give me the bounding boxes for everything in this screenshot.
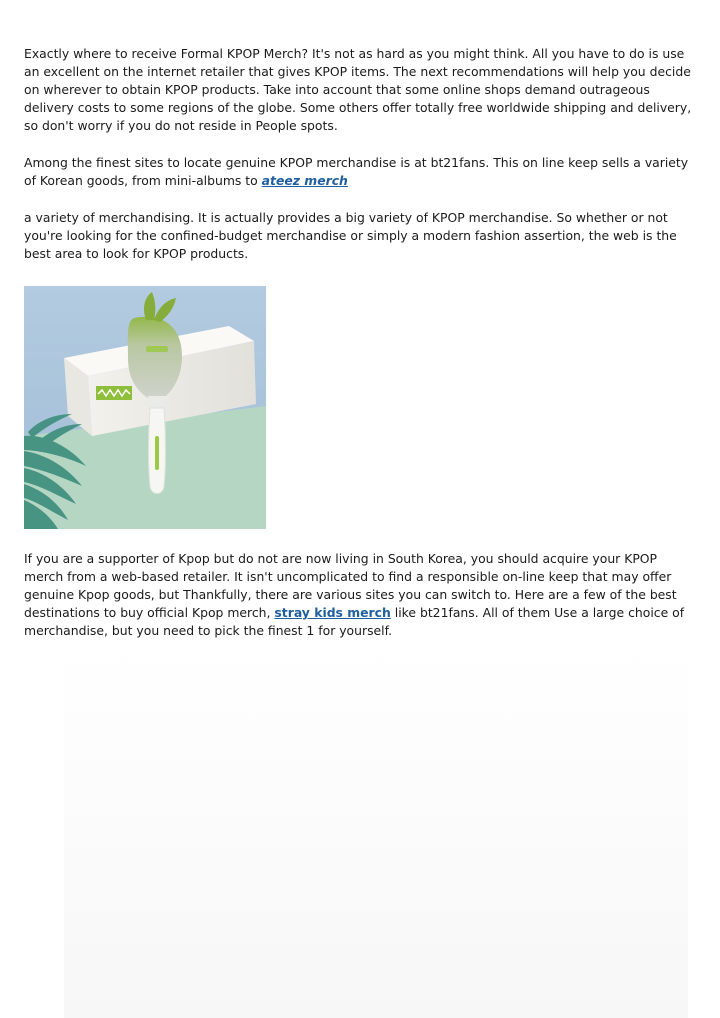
paragraph-intro: Exactly where to receive Formal KPOP Merch? It's not as hard as you might think. All you have to do is use an excellent on the internet retailer that gives KPOP items. The next recommendations will help you decide on wherever to obtain KPOP products. Take into account that some online shops demand outrageous delivery costs to some regions of the globe. Some others offer totally free worldwide shipping and delivery, so don't worry if you do not reside in People spots. bbox=[24, 46, 692, 133]
document-body bbox=[24, 45, 700, 638]
paragraph-bt21fans bbox=[24, 154, 700, 190]
stray-kids-merch-link[interactable]: stray kids merch bbox=[274, 605, 391, 620]
page-background-shade bbox=[64, 640, 688, 1018]
ateez-merch-link[interactable]: ateez merch bbox=[261, 173, 348, 188]
lightstick-photo bbox=[24, 286, 266, 529]
paragraph-supporter-text-after: like bt21fans. All of them Use a large choice of merchandise, but you need to pick the finest 1 for yourself. bbox=[24, 605, 685, 638]
paragraph-supporter-text-before: If you are a supporter of Kpop but do not are now living in South Korea, you should acquire your KPOP merch from a web-based retailer. It isn't uncomplicated to find a responsible on-line keep that may offer genuine Kpop goods, but Thankfully, there are various sites you can switch to. Here are a few of the best destinations to buy official Kpop merch, bbox=[24, 551, 677, 620]
paragraph-bt21fans-text: Among the finest sites to locate genuine KPOP merchandise is at bt21fans. This on line keep sells a variety of Korean goods, from mini-albums to bbox=[24, 155, 689, 188]
paragraph-supporter bbox=[24, 550, 700, 640]
paragraph-merchandising: a variety of merchandising. It is actually provides a big variety of KPOP merchandise. So whether or not you're looking for the confined-budget merchandise or simply a modern fashion assertion, the web is the best area to look for KPOP products. bbox=[24, 210, 677, 261]
